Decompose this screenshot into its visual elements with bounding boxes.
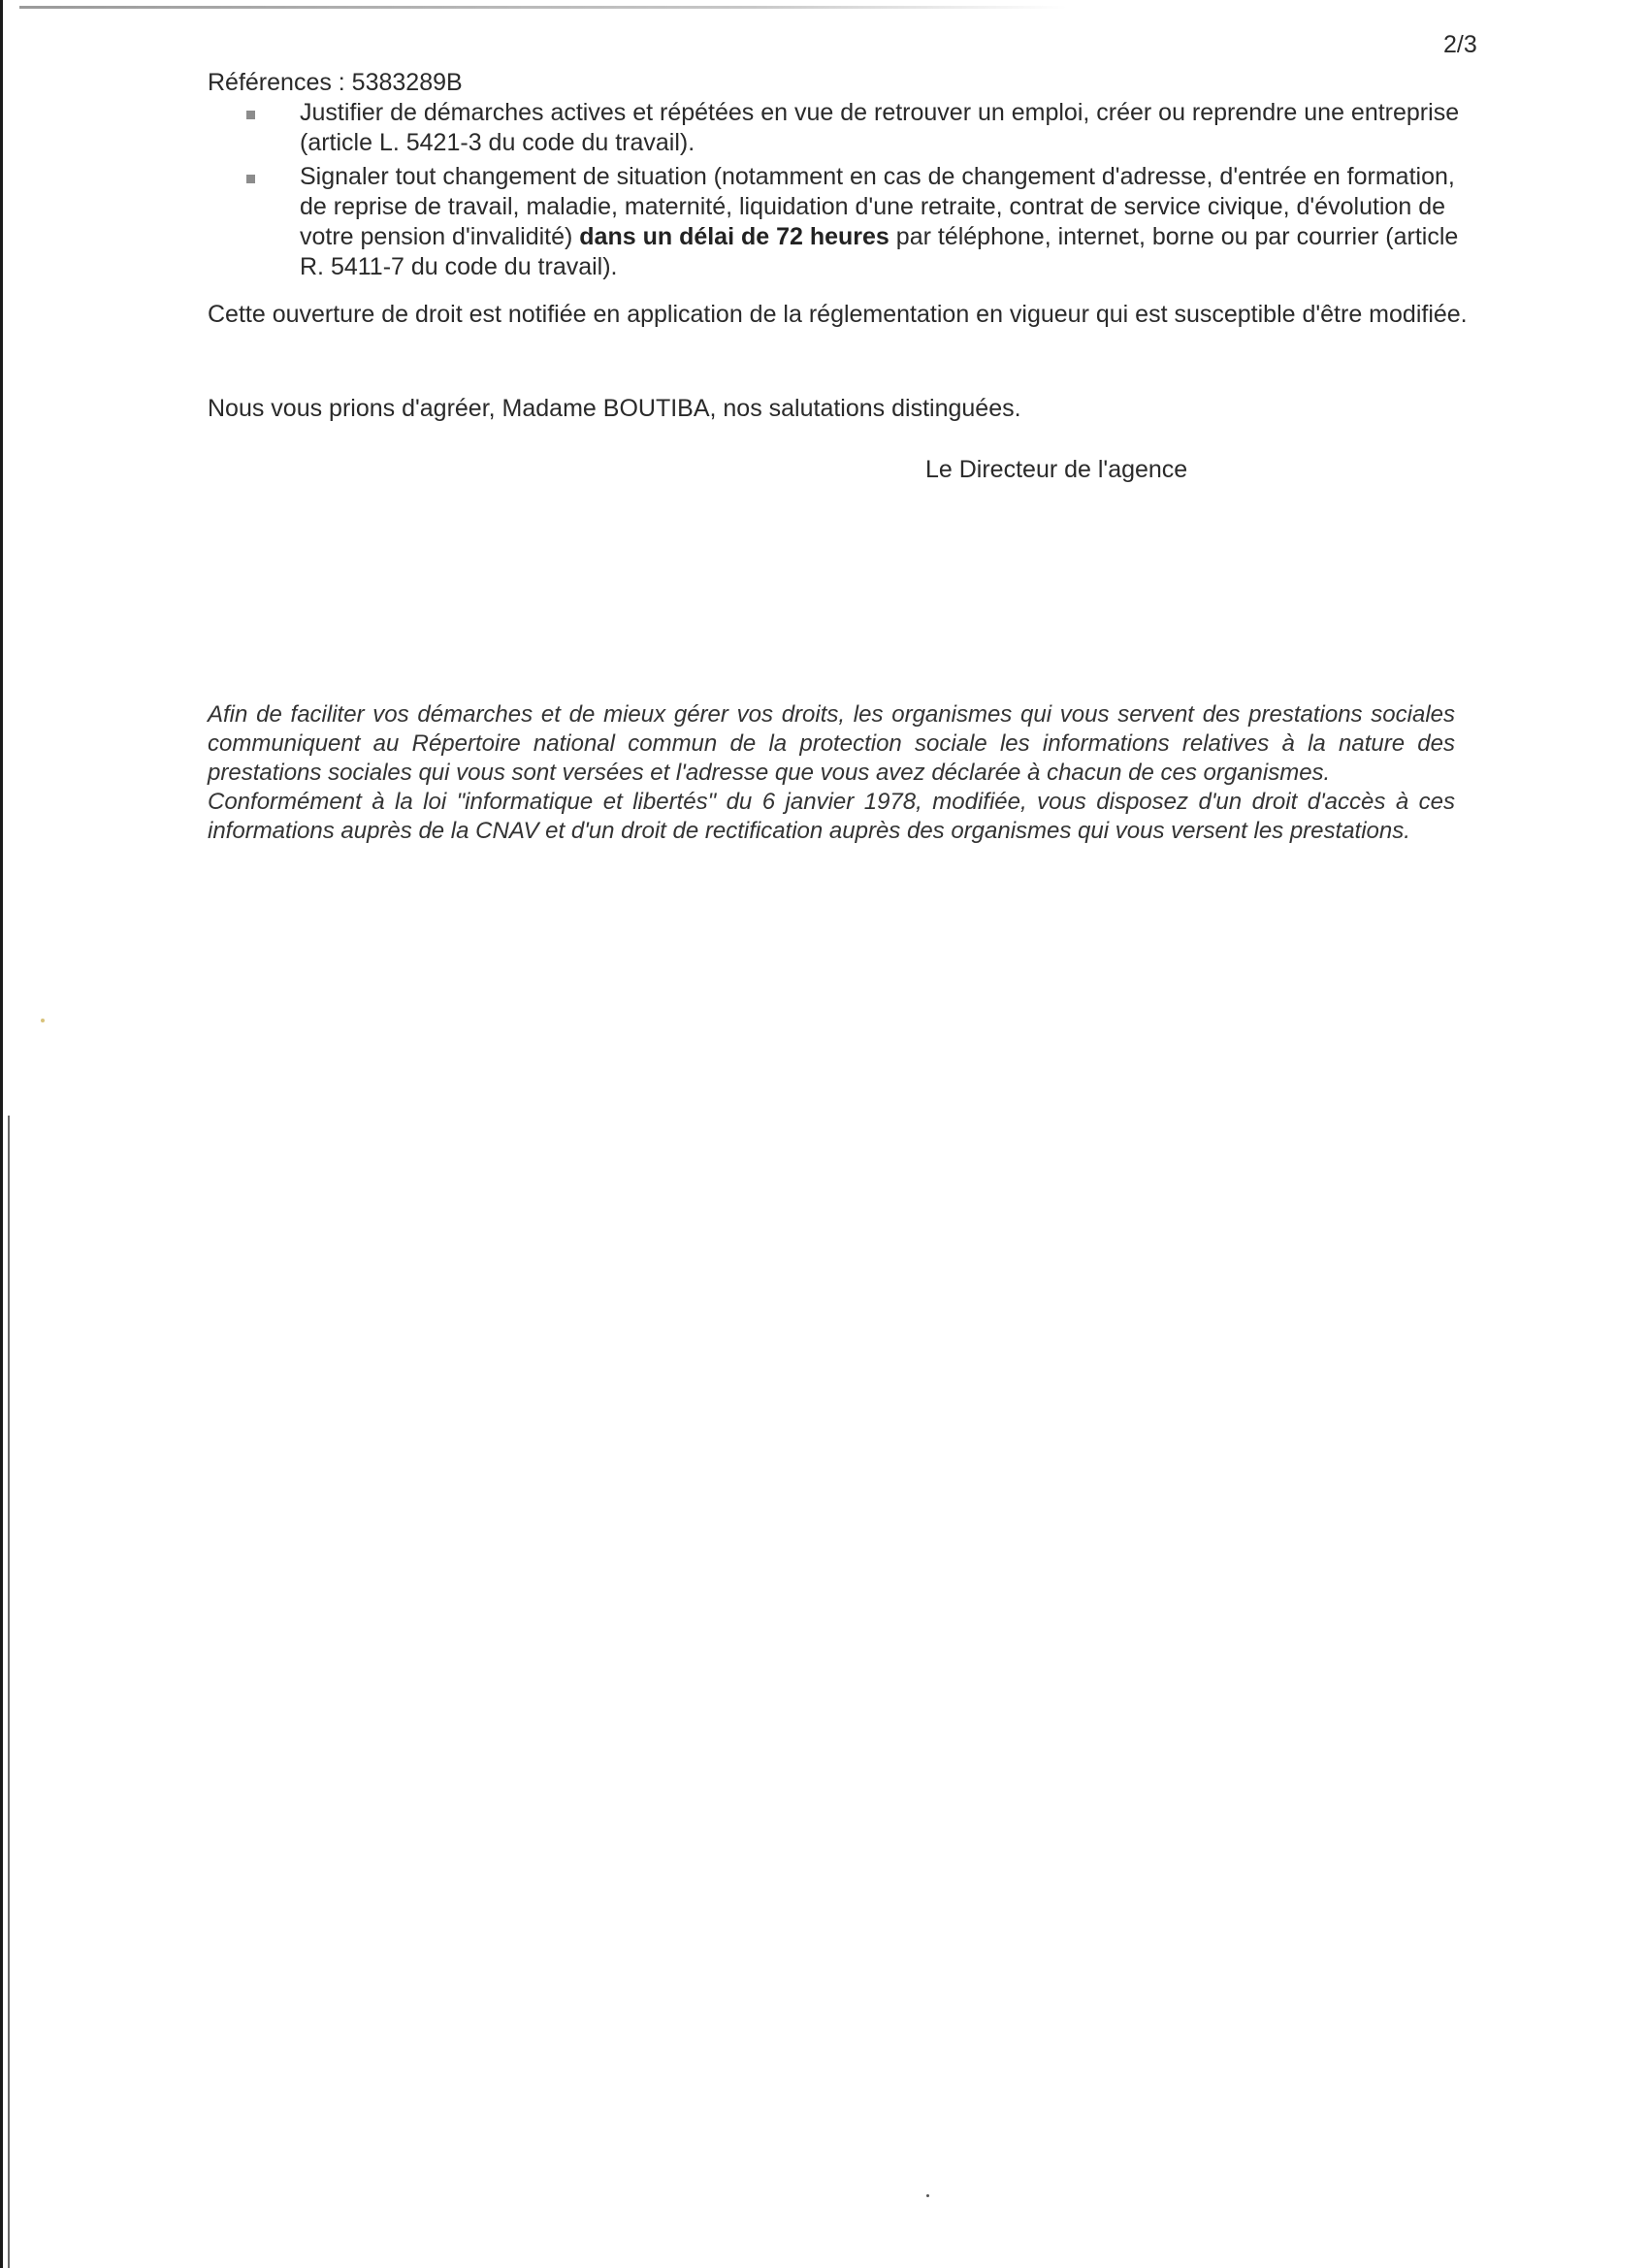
opening-paragraph: Cette ouverture de droit est notifiée en application de la réglementation en vigueur qui est susceptible d'être modifiée. — [208, 301, 1468, 328]
salutation: Nous vous prions d'agréer, Madame BOUTIBA, nos salutations distinguées. — [208, 395, 1021, 422]
square-bullet-icon — [246, 175, 255, 183]
deadline-emphasis: dans un délai de 72 heures — [579, 223, 889, 250]
privacy-notice — [208, 700, 1455, 846]
list-item-text: Justifier de démarches actives et répétées en vue de retrouver un emploi, créer ou reprendre une entreprise (article L. 5421-3 du code du travail). — [300, 99, 1460, 156]
scan-top-edge — [19, 6, 1067, 9]
letter-body — [208, 68, 1469, 485]
scan-left-shadow — [8, 1116, 10, 2268]
list-item-text-before: Signaler tout changement de situation (notamment en cas de changement d'adresse, d'entrée en formation, de reprise de travail, maladie, maternité, liquidation d'une retraite, contrat de service civique, d'évolution de votre pension d'invalidité) — [300, 163, 1455, 250]
references-line: Références : 5383289B — [208, 69, 463, 96]
scan-left-edge — [0, 0, 3, 2268]
scan-speck — [926, 2194, 929, 2197]
privacy-paragraph: Afin de faciliter vos démarches et de mieux gérer vos droits, les organismes qui vous servent des prestations sociales communiquent au Répertoire national commun de la protection sociale les informations relatives à la nature des prestations sociales qui vous sont versées et l'adresse que vous avez déclarée à chacun de ces organismes. — [208, 701, 1455, 786]
signature-title: Le Directeur de l'agence — [925, 456, 1188, 483]
obligations-list — [208, 98, 1469, 282]
list-item — [208, 98, 1469, 158]
list-item-text-after: par téléphone, internet, borne ou par courrier (article R. 5411-7 du code du travail). — [300, 223, 1459, 280]
privacy-paragraph: Conformément à la loi "informatique et libertés" du 6 janvier 1978, modifiée, vous disposez d'un droit d'accès à ces informations auprès de la CNAV et d'un droit de rectification auprès des organismes qui vous versent les prestations. — [208, 789, 1455, 844]
list-item-text — [300, 162, 1469, 282]
square-bullet-icon — [246, 111, 255, 119]
scan-speck — [41, 1019, 45, 1022]
list-item — [208, 162, 1469, 282]
page-number: 2/3 — [1443, 31, 1477, 58]
